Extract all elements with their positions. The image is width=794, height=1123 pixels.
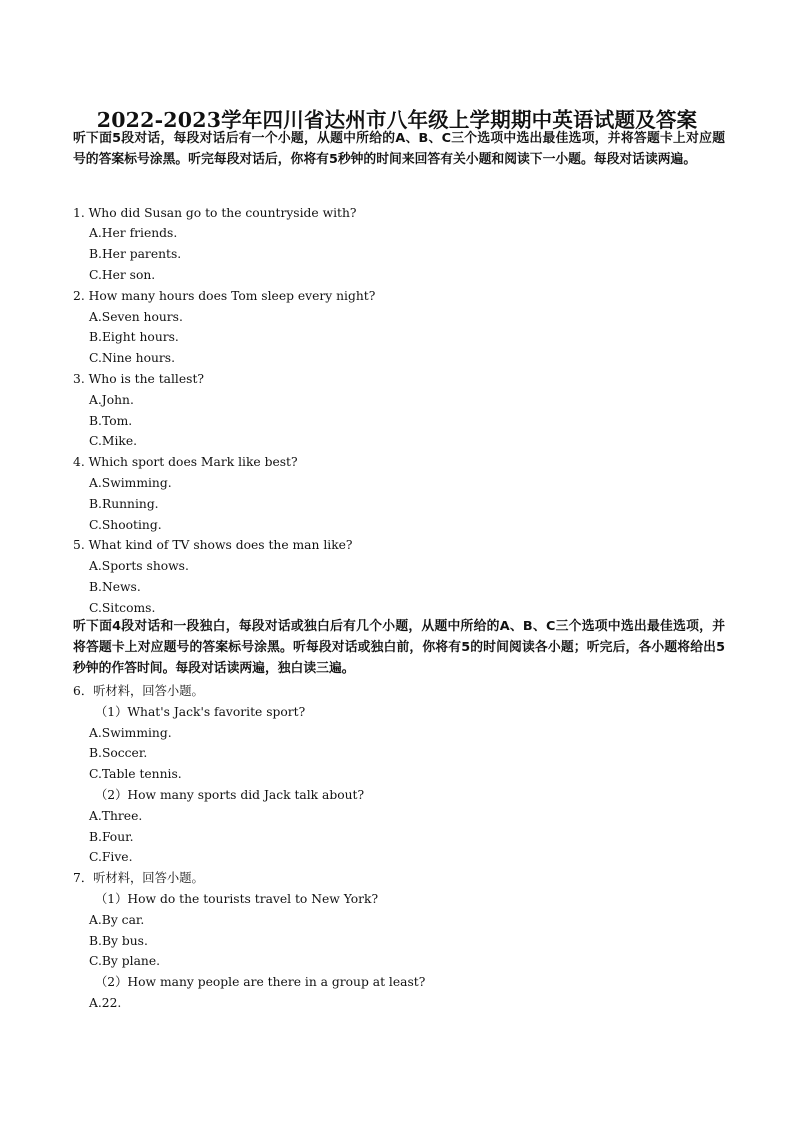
question-6-sub-2-option-b: B.Four.	[89, 830, 134, 844]
question-5-option-a: A.Sports shows.	[89, 559, 189, 573]
question-2-option-a: A.Seven hours.	[89, 310, 183, 324]
question-5: 5. What kind of TV shows does the man like?	[73, 538, 353, 552]
question-4: 4. Which sport does Mark like best?	[73, 455, 298, 469]
question-7-sub-2-option-a: A.22.	[89, 996, 122, 1010]
page-title: 2022-2023学年四川省达州市八年级上学期期中英语试题及答案	[96, 108, 698, 132]
question-7-sub-1-option-a: A.By car.	[89, 913, 145, 927]
question-4-option-b: B.Running.	[89, 497, 159, 511]
question-7-sub-2: （2）How many people are there in a group at least?	[95, 975, 426, 989]
question-2-option-c: C.Nine hours.	[89, 351, 176, 365]
question-5-option-b: B.News.	[89, 580, 141, 594]
question-6-sub-2: （2）How many sports did Jack talk about?	[95, 788, 365, 802]
question-3: 3. Who is the tallest?	[73, 372, 204, 386]
question-6: 6．听材料，回答小题。	[73, 684, 204, 698]
question-2: 2. How many hours does Tom sleep every night?	[73, 289, 376, 303]
question-6-sub-2-option-a: A.Three.	[89, 809, 143, 823]
question-7-sub-1: （1）How do the tourists travel to New York?	[95, 892, 379, 906]
question-6-sub-1-option-b: B.Soccer.	[89, 746, 148, 760]
question-4-option-c: C.Shooting.	[89, 518, 162, 532]
question-1-option-b: B.Her parents.	[89, 247, 182, 261]
question-4-option-a: A.Swimming.	[89, 476, 172, 490]
question-7-sub-1-option-c: C.By plane.	[89, 954, 161, 968]
question-6-sub-2-option-c: C.Five.	[89, 850, 133, 864]
question-2-option-b: B.Eight hours.	[89, 330, 179, 344]
question-1: 1. Who did Susan go to the countryside with?	[73, 206, 357, 220]
question-3-option-b: B.Tom.	[89, 414, 133, 428]
question-6-sub-1: （1）What's Jack's favorite sport?	[95, 705, 306, 719]
question-3-option-a: A.John.	[89, 393, 134, 407]
question-1-option-a: A.Her friends.	[89, 226, 178, 240]
question-3-option-c: C.Mike.	[89, 434, 138, 448]
section1-instructions: 听下面5段对话，每段对话后有一个小题，从题中所给的A、B、C三个选项中选出最佳选项，并将答题卡上对应题号的答案标号涂黑。听完每段对话后，你将有5秒钟的时间来回答有关小题和阅读下一小题。每段对话读两遍。	[73, 131, 725, 167]
question-6-sub-1-option-c: C.Table tennis.	[89, 767, 182, 781]
question-7-sub-1-option-b: B.By bus.	[89, 934, 148, 948]
section2-instructions: 听下面4段对话和一段独白，每段对话或独白后有几个小题，从题中所给的A、B、C三个选项中选出最佳选项，并将答题卡上对应题号的答案标号涂黑。听每段对话或独白前，你将有5的时间阅读各小题；听完后，各小题将给出5秒钟的作答时间。每段对话读两遍，独白读三遍。	[73, 619, 725, 676]
question-1-option-c: C.Her son.	[89, 268, 156, 282]
question-7: 7．听材料，回答小题。	[73, 871, 204, 885]
question-6-sub-1-option-a: A.Swimming.	[89, 726, 172, 740]
question-5-option-c: C.Sitcoms.	[89, 601, 156, 615]
